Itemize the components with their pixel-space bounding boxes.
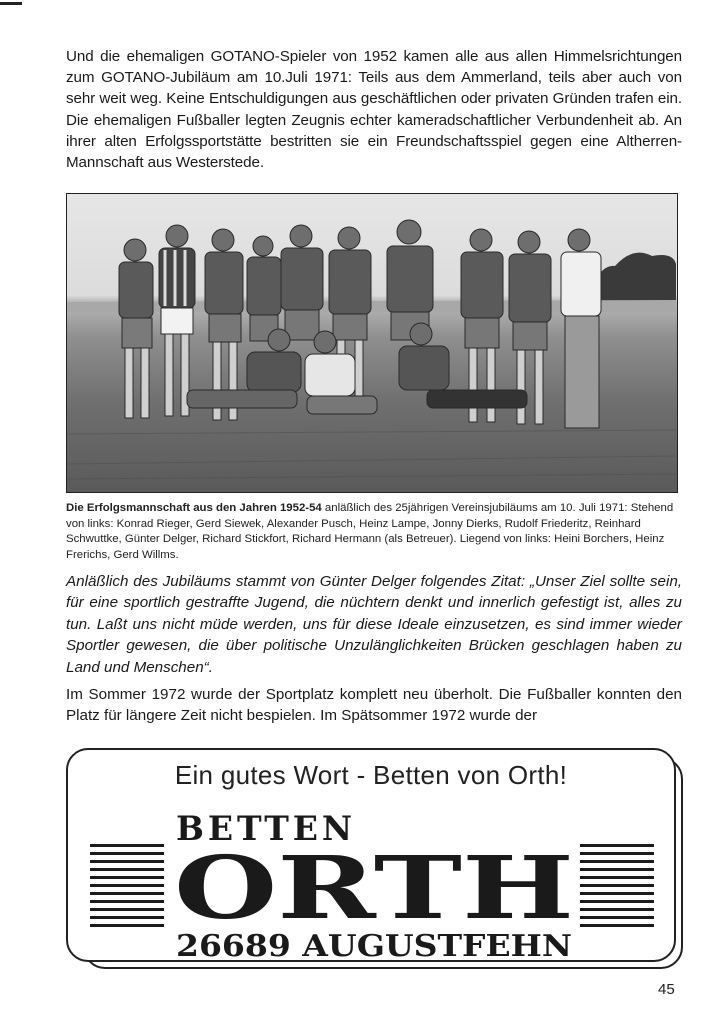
advertisement [66,748,676,962]
caption-bold: Die Erfolgsmannschaft aus den Jahren 1952-54 [66,502,322,514]
ad-brand-main: ORTH [174,838,574,939]
team-photo-illustration [67,194,676,491]
photo-caption [66,501,682,563]
quote-paragraph: Anläßlich des Jubiläums stammt von Günter Delger folgendes Zitat: „Unser Ziel sollte sein, für eine sportlich gestraffte Jugend, die nüchtern denkt und innerlich gefestigt ist, alles zu tun. Laßt uns nicht müde werden, uns für diese Ideale einzusetzen, es sind immer wieder Sportler gewesen, die über politische Unzulänglichkeiten Brücken geschlagen haben zu Land und Menschen“. [66,573,682,676]
ad-slogan: Ein gutes Wort - Betten von Orth! [174,760,568,790]
betten-orth-logo [68,796,674,960]
caption-text: anläßlich des 25jährigen Vereinsjubiläums am 10. Juli 1971: Stehend von links: Konrad Rieger, Gerd Siewek, Alexander Pusch, Heinz Lampe, Jonny Dierks, Rudolf Friederitz, Reinhard Schwuttke, Günter Delger, Richard Stickfort, Richard Hermann (als Betreuer). Liegend von links: Heini Borchers, Heinz Frerichs, Gerd Willms. [66,502,674,561]
ad-brand-top: BETTEN [176,809,356,849]
page-number: 45 [658,981,675,998]
corner-mark [0,2,22,5]
second-paragraph: Im Sommer 1972 wurde der Sportplatz komplett neu überholt. Die Fußballer konnten den Platz für längere Zeit nicht bespielen. Im Spätsommer 1972 wurde der [66,686,682,725]
intro-paragraph: Und die ehemaligen GOTANO-Spieler von 1952 kamen alle aus allen Himmelsrichtungen zum GOTANO-Jubiläum am 10.Juli 1971: Teils aus dem Ammerland, teils aber auch von sehr weit weg. Keine Entschuldigungen aus geschäftlichen oder privaten Gründen trafen ein. Die ehemaligen Fußballer legten Zeugnis echter kameradschaftlicher Verbundenheit ab. An ihrer alten Erfolgssportstätte bestritten sie ein Freundschaftsspiel gegen eine Altherren-Mannschaft aus Westerstede. [66,48,682,172]
ad-address: 26689 AUGUSTFEHN [176,929,572,960]
team-photo [66,193,678,493]
